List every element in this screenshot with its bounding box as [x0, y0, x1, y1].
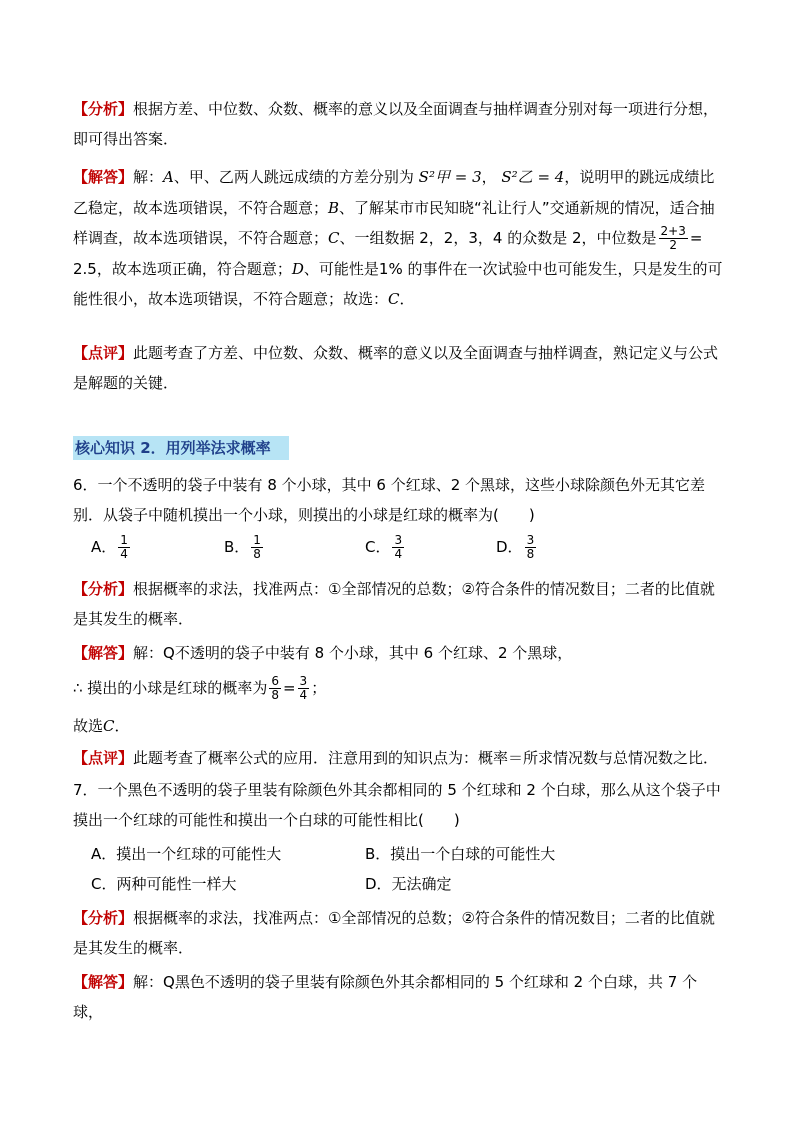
fraction-numerator: 2+3	[660, 224, 686, 238]
median-fraction	[659, 225, 688, 252]
fraction-denominator: 4	[299, 688, 308, 702]
option-label: A．	[91, 538, 117, 556]
fraction-denominator: 2	[669, 238, 678, 252]
comment-text: 此题考查了概率公式的应用．注意用到的知识点为：概率＝所求情况数与总情况数之比．	[133, 749, 719, 767]
fraction-denominator: 8	[253, 547, 261, 561]
q6-stem: 6．一个不透明的袋子中装有 8 个小球，其中 6 个红球、2 个黑球，这些小球除颜色外无其它差别．从袋子中随机摸出一个小球，则摸出的小球是红球的概率为( )	[73, 476, 706, 524]
answer-text: 解：Q不透明的袋子中装有 8 个小球，其中 6 个红球、2 个黑球，	[133, 644, 573, 662]
q6-option-c[interactable]	[365, 534, 406, 561]
answer-text: 、可能性是1% 的事件在一次试验中也可能发生，只是发生的可能性很小，故本选项错误，不符合题意；故选：	[73, 259, 723, 308]
fraction-numerator: 3	[526, 533, 535, 547]
answer-tag: 【解答】	[73, 973, 134, 991]
q6-option-b[interactable]	[224, 534, 265, 561]
fraction-denominator: 4	[394, 547, 403, 561]
q6-answer-line2: ∴ 摸出的小球是红球的概率为 $\frac{6}{8}$ = $\frac{3}{4}$ ；	[73, 674, 327, 702]
option-letter: B	[328, 198, 340, 217]
fraction-denominator: 8	[526, 547, 535, 561]
answer-text: ．	[114, 717, 130, 735]
answer-text: 故选	[73, 717, 104, 735]
analysis-text: 根据概率的求法，找准两点：①全部情况的总数；②符合条件的情况数目；二者的比值就是其发生的概率．	[73, 580, 715, 628]
q6-analysis	[73, 574, 725, 634]
median-value: = 2.5	[73, 229, 703, 278]
q5-comment	[73, 338, 725, 398]
q7-option-a[interactable]: A．摸出一个红球的可能性大	[91, 845, 282, 863]
fraction-numerator: 3	[394, 533, 403, 547]
q5-analysis	[73, 94, 725, 154]
answer-text: ∴ 摸出的小球是红球的概率为	[73, 679, 268, 697]
final-choice: C	[388, 290, 400, 308]
q6-option-a[interactable]	[91, 534, 132, 561]
q7-analysis	[73, 903, 725, 963]
option-letter: C	[328, 229, 340, 247]
q6-answer-line3	[73, 711, 725, 741]
fraction-numerator: 1	[120, 533, 128, 547]
option-label: B．	[224, 538, 250, 556]
option-label: D．	[496, 538, 523, 556]
answer-text: 、甲、乙两人跳远成绩的方差分别为	[173, 168, 414, 186]
answer-tag: 【解答】	[73, 168, 134, 186]
q6-answer-line1	[73, 638, 725, 668]
answer-text: ，说明甲的跳远成绩比乙稳定，故本选项错误，不符合题意；	[73, 168, 715, 217]
comment-text: 此题考查了方差、中位数、众数、概率的意义以及全面调查与抽样调查，熟记定义与公式是解题的关键．	[73, 344, 719, 392]
answer-text: 解：	[133, 168, 164, 186]
analysis-text: 根据方差、中位数、众数、概率的意义以及全面调查与抽样调查分别对每一项进行分想，即可得出答案．	[73, 100, 719, 148]
section-title: 核心知识 2．用列举法求概率	[73, 436, 289, 460]
fraction-numerator: 3	[299, 674, 308, 688]
q7-option-d[interactable]: D．无法确定	[365, 875, 452, 893]
analysis-text: 根据概率的求法，找准两点：①全部情况的总数；②符合条件的情况数目；二者的比值就是其发生的概率．	[73, 909, 715, 957]
option-label: C．	[365, 538, 391, 556]
fraction-numerator: 6	[271, 674, 279, 688]
q7-answer	[73, 967, 725, 1027]
variance-yi: S²乙 = 4	[501, 168, 565, 186]
answer-text: ；	[311, 679, 327, 697]
answer-text: ．	[399, 290, 415, 308]
option-letter: A	[163, 168, 174, 186]
answer-text: 、一组数据 2，2，3，4 的众数是 2，中位数是	[339, 229, 657, 247]
fraction-numerator: 1	[253, 533, 261, 547]
q7-option-c[interactable]: C．两种可能性一样大	[91, 875, 237, 893]
answer-text: 、了解某市市民知晓“礼让行人”交通新规的情况，适合抽样调查，故本选项错误，不符合题意；	[73, 198, 715, 247]
q7-option-b[interactable]: B．摸出一个白球的可能性大	[365, 845, 556, 863]
variance-jia: S²甲 = 3	[418, 168, 482, 186]
fraction-denominator: 4	[120, 547, 128, 561]
answer-text: ，故本选项正确，符合题意；	[96, 259, 292, 278]
comment-tag: 【点评】	[73, 749, 134, 767]
analysis-tag: 【分析】	[73, 100, 134, 118]
q7-stem: 7．一个黑色不透明的袋子里装有除颜色外其余都相同的 5 个红球和 2 个白球，那么从这个袋子中摸出一个红球的可能性和摸出一个白球的可能性相比( )	[73, 781, 721, 829]
answer-tag: 【解答】	[73, 644, 134, 662]
comment-tag: 【点评】	[73, 344, 134, 362]
q6-option-d[interactable]	[496, 534, 538, 561]
analysis-tag: 【分析】	[73, 909, 134, 927]
final-choice: C	[103, 717, 115, 735]
q6-comment	[73, 743, 725, 773]
analysis-tag: 【分析】	[73, 580, 134, 598]
option-letter: D	[291, 259, 304, 278]
q5-answer: 【解答】解：A、甲、乙两人跳远成绩的方差分别为 S²甲 = 3， S²乙 = 4，说明甲的跳远成绩比乙稳定，故本选项错误，不符合题意；B、了解某市市民知晓“礼让行人”交通新规的情况，适合抽样调查，故本选项错误，不符合题意；C、一组数据 2，2，3，4 的众数是 2，中位数是 $\frac{2+3}{2}$ = 2.5，故本选项正确，符合题意；D、可能性是1% 的事件在一次试验中也可能发生，只是发生的可能性很小，故本选项错误，不符合题意；故选：C．	[73, 168, 723, 308]
answer-text: 解：Q黑色不透明的袋子里装有除颜色外其余都相同的 5 个红球和 2 个白球，共 7 个球，	[73, 973, 698, 1021]
fraction-denominator: 8	[271, 688, 279, 702]
